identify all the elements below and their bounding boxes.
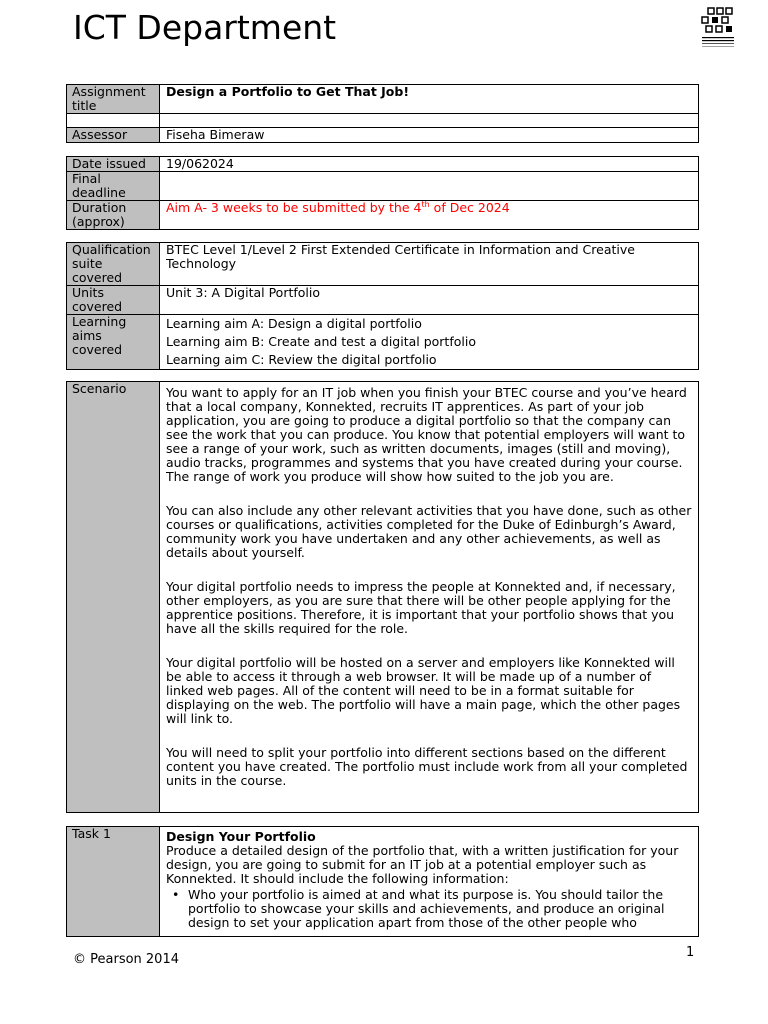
duration-text: Aim A- 3 weeks to be submitted by the 4 xyxy=(166,200,422,215)
duration-value xyxy=(160,201,699,230)
scenario-label: Scenario xyxy=(67,382,160,813)
assignment-title-label: Assignment title xyxy=(67,85,160,114)
assessor-value: Fiseha Bimeraw xyxy=(160,128,699,143)
college-logo xyxy=(700,6,736,50)
assignment-title-value: Design a Portfolio to Get That Job! xyxy=(160,85,699,114)
scenario-paragraph: You can also include any other relevant activities that you have done, such as other courses or qualifications, activities completed for the Duke of Edinburgh’s Award, community work you have undertaken and any other achievements, as well as details about yourself. xyxy=(166,503,692,560)
duration-text-end: of Dec 2024 xyxy=(429,200,510,215)
units-covered-label: Units covered xyxy=(67,286,160,315)
scenario-paragraph: You want to apply for an IT job when you finish your BTEC course and you’ve heard that a local company, Konnekted, recruits IT apprentices. As part of your job application, you are going to produce a digital portfolio so that the company can see the work that you can produce. You know that potential employers will want to see a range of your work, such as written documents, images (still and moving), audio tracks, programmes and systems that you have created during your course. The range of work you produce will show how suited to the job you are. xyxy=(166,385,687,484)
task-label: Task 1 xyxy=(67,827,160,937)
qualification-suite-value: BTEC Level 1/Level 2 First Extended Certificate in Information and Creative Technology xyxy=(160,243,699,286)
assessor-label: Assessor xyxy=(67,128,160,143)
page-number: 1 xyxy=(686,945,695,960)
task-content xyxy=(160,827,699,937)
learning-aim-item: Learning aim A: Design a digital portfolio xyxy=(166,316,422,331)
scenario-table xyxy=(66,381,699,813)
duration-sup: th xyxy=(421,199,430,209)
task-heading: Design Your Portfolio xyxy=(166,829,316,844)
date-issued-value: 19/062024 xyxy=(160,157,699,172)
final-deadline-value xyxy=(160,172,699,201)
dates-table xyxy=(66,156,699,230)
learning-aim-item: Learning aim C: Review the digital portfolio xyxy=(166,352,437,367)
page-title: ICT Department xyxy=(73,8,337,47)
assignment-table xyxy=(66,84,699,143)
spacer-cell xyxy=(160,114,699,128)
units-covered-value: Unit 3: A Digital Portfolio xyxy=(160,286,699,315)
copyright-footer: © Pearson 2014 xyxy=(73,952,179,967)
scenario-paragraph: You will need to split your portfolio into different sections based on the different content you have created. The portfolio must include work from all your completed units in the course. xyxy=(166,745,688,788)
learning-aims-label: Learning aims covered xyxy=(67,315,160,370)
learning-aims-list xyxy=(160,315,699,370)
learning-aim-item: Learning aim B: Create and test a digital portfolio xyxy=(166,334,476,349)
date-issued-label: Date issued xyxy=(67,157,160,172)
task-bullet-list xyxy=(166,888,692,930)
qualification-table xyxy=(66,242,699,370)
final-deadline-label: Final deadline xyxy=(67,172,160,201)
task-table xyxy=(66,826,699,937)
scenario-paragraph: Your digital portfolio will be hosted on a server and employers like Konnekted will be able to access it through a web browser. It will be made up of a number of linked web pages. All of the content will need to be in a format suitable for displaying on the web. The portfolio will have a main page, which the other pages will link to. xyxy=(166,655,681,726)
task-intro: Produce a detailed design of the portfolio that, with a written justification for your design, you are going to submit for an IT job at a potential employer such as Konnekted. It should include the following information: xyxy=(166,843,679,886)
qualification-suite-label: Qualification suite covered xyxy=(67,243,160,286)
spacer-cell xyxy=(67,114,160,128)
scenario-text xyxy=(160,382,699,813)
duration-label: Duration (approx) xyxy=(67,201,160,230)
task-bullet-item: • Who your portfolio is aimed at and what its purpose is. You should tailor the portfolio to showcase your skills and achievements, and produce an original design to set your application apart from those of the other people who xyxy=(188,888,692,930)
scenario-paragraph: Your digital portfolio needs to impress the people at Konnekted and, if necessary, other employers, as you are sure that there will be other people applying for the apprentice positions. Therefore, it is important that your portfolio shows that you have all the skills required for the role. xyxy=(166,579,676,636)
